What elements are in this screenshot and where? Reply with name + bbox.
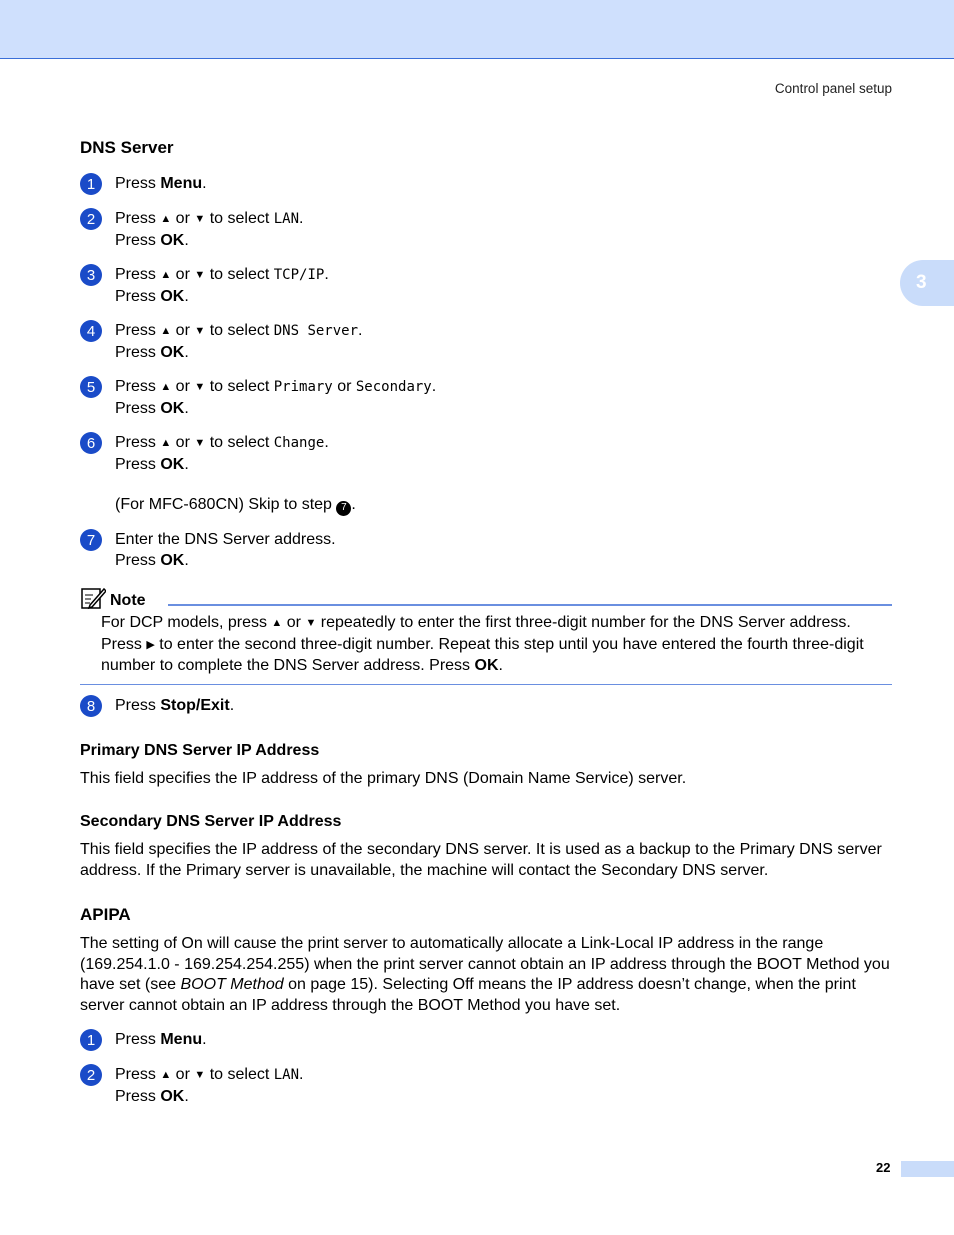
lcd-option: LAN [273,211,300,227]
page-number: 22 [876,1160,891,1175]
ok-key-label: OK [160,399,185,417]
section-title-dns-server: DNS Server [80,138,174,157]
text: . [184,551,189,569]
lcd-option: Change [273,435,325,451]
up-arrow-icon: ▲ [160,269,172,281]
text: . [184,231,189,249]
text: . [299,1066,304,1083]
lcd-option: Secondary [355,379,432,395]
down-arrow-icon: ▼ [194,381,206,393]
text: Press [115,322,161,339]
step-text [115,265,895,307]
text: Press [115,175,161,192]
text: to select [205,378,274,395]
stop-exit-key-label: Stop/Exit [160,697,230,714]
note-box [80,586,892,685]
text: . [202,175,207,192]
text: repeatedly to enter the first three-digit number for the DNS Server address. Press [101,614,851,653]
text: or [171,210,195,227]
text: Press [115,551,161,569]
step-number-badge: 2 [80,208,102,230]
apipa-description [80,934,895,1016]
chapter-number: 3 [916,272,927,293]
text: For DCP models, press [101,614,272,631]
section-title-apipa: APIPA [80,905,131,924]
text: Press [115,434,161,451]
secondary-dns-description: This field specifies the IP address of the secondary DNS server. It is used as a backup to the Primary DNS server address. If the Primary server is unavailable, the machine will contact the Secondary DNS server. [80,841,882,879]
text: . [184,287,189,305]
text: to select [205,266,274,283]
subsection-title-primary-dns: Primary DNS Server IP Address [80,742,320,759]
note-divider [168,604,892,606]
text: or [332,378,356,395]
step-number-badge: 7 [80,529,102,551]
ok-key-label: OK [474,657,499,674]
step-text [115,1065,895,1107]
text: . [351,496,356,513]
right-arrow-icon: ▶ [146,638,155,651]
text: . [202,1031,207,1048]
text: or [171,266,195,283]
text: Press [115,378,161,395]
menu-key-label: Menu [160,175,203,192]
down-arrow-icon: ▼ [194,325,206,337]
primary-dns-description: This field specifies the IP address of the primary DNS (Domain Name Service) server. [80,770,687,787]
text: to select [205,434,274,451]
up-arrow-icon: ▲ [160,325,172,337]
text: or [171,322,195,339]
up-arrow-icon: ▲ [160,381,172,393]
step-text [115,377,895,419]
text: (For MFC-680CN) Skip to step [115,496,337,513]
ok-key-label: OK [160,287,185,305]
text: or [171,1066,195,1083]
text: . [431,378,437,395]
text: Press [115,1087,161,1105]
step-number-badge: 8 [80,695,102,717]
down-arrow-icon: ▼ [194,269,206,281]
step-number-badge: 6 [80,432,102,454]
up-arrow-icon: ▲ [160,213,172,225]
step-text [115,433,895,516]
down-arrow-icon: ▼ [305,617,317,629]
text: or [171,434,195,451]
text: to select [205,1066,274,1083]
footer-band [901,1161,954,1177]
ok-key-label: OK [160,231,185,249]
text: Press [115,210,161,227]
text: . [184,1087,189,1105]
text: . [324,434,329,451]
up-arrow-icon: ▲ [160,437,172,449]
note-text [101,613,893,677]
ok-key-label: OK [160,455,185,473]
text: to enter the second three-digit number. Repeat this step until you have entered the fourth three-digit number to complete the DNS Server address. Press [101,635,864,674]
note-label: Note [110,592,146,609]
step-text [115,530,895,571]
text: or [171,378,195,395]
up-arrow-icon: ▲ [271,617,283,629]
step-text [115,1030,895,1051]
running-header: Control panel setup [774,81,892,96]
step-number-badge: 2 [80,1064,102,1086]
step-number-badge: 1 [80,1029,102,1051]
text: on page 15). Selecting Off means the IP address doesn’t change, when the print server cannot obtain an IP address through the BOOT Method you have set. [80,976,856,1014]
text: Enter the DNS Server address. [115,531,336,548]
lcd-option: LAN [273,1067,300,1083]
text: to select [205,322,274,339]
text: Press [115,455,161,473]
step-number-badge: 4 [80,320,102,342]
up-arrow-icon: ▲ [160,1069,172,1081]
text: Press [115,697,161,714]
text: Press [115,266,161,283]
note-pencil-icon [80,586,106,610]
chapter-tab [900,260,954,306]
text: . [324,266,329,283]
text: Press [115,399,161,417]
step-number-badge: 5 [80,376,102,398]
step-text [115,696,895,717]
text: Press [115,231,161,249]
step-number-badge: 1 [80,173,102,195]
text: Press [115,1031,161,1048]
lcd-option: TCP/IP [273,267,325,283]
text: . [184,399,189,417]
note-bottom-rule [80,684,892,685]
text: . [358,322,363,339]
step-text [115,209,895,251]
down-arrow-icon: ▼ [194,1069,206,1081]
ok-key-label: OK [160,1087,185,1105]
top-header-band [0,0,954,59]
step-reference-badge: 7 [336,501,351,516]
text: Press [115,287,161,305]
ok-key-label: OK [160,343,185,361]
text: Press [115,1066,161,1083]
step-text [115,321,895,363]
step-text [115,174,895,195]
lcd-option: Primary [273,379,333,395]
down-arrow-icon: ▼ [194,437,206,449]
text: . [184,455,189,473]
text: Press [115,343,161,361]
ok-key-label: OK [160,551,185,569]
text: The setting of On will cause the print server to automatically allocate a Link-Local IP address in the range (169.254.1.0 - 169.254.254.255) when the print server cannot obtain an IP address through the BOOT Method you have set (see [80,935,890,993]
boot-method-reference: BOOT Method [180,976,284,993]
text: . [299,210,304,227]
text: . [498,657,503,674]
lcd-option: DNS Server [273,323,359,339]
text: . [184,343,189,361]
text: or [282,614,306,631]
step-number-badge: 3 [80,264,102,286]
down-arrow-icon: ▼ [194,213,206,225]
text: to select [205,210,274,227]
text: . [229,697,235,714]
menu-key-label: Menu [160,1031,203,1048]
subsection-title-secondary-dns: Secondary DNS Server IP Address [80,813,342,830]
